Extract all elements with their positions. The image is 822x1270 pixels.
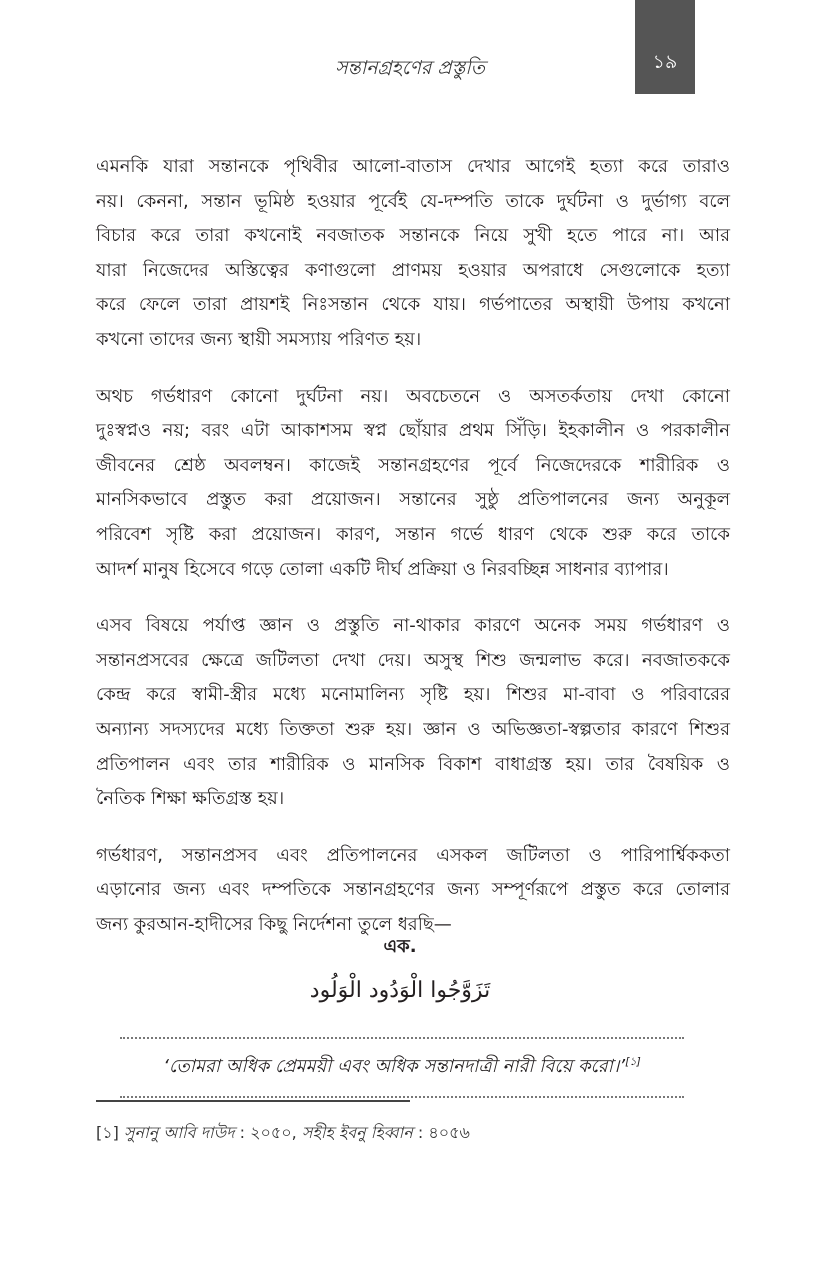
text-line: মানসিকভাবে প্রস্তুত করা প্রয়োজন। সন্তানের সুষ্ঠু প্রতিপালনের জন্য অনুকূল <box>96 489 730 511</box>
footnote-marker: [১] <box>96 1123 119 1142</box>
text-line: এসব বিষয়ে পর্যাপ্ত জ্ঞান ও প্রস্তুতি না-থাকার কারণে অনেক সময় গর্ভধারণ ও <box>96 615 730 637</box>
footnote-ref-2: : ৪০৫৬ <box>412 1123 470 1142</box>
paragraph <box>96 150 730 358</box>
text-line: অথচ গর্ভধারণ কোনো দুর্ঘটনা নয়। অবচেতনে ও অসতর্কতায় দেখা কোনো <box>96 385 730 407</box>
footnote <box>96 1120 470 1147</box>
text-line: গর্ভধারণ, সন্তানপ্রসব এবং প্রতিপালনের এসকল জটিলতা ও পারিপার্শ্বিককতা <box>96 844 730 866</box>
text-line: আদর্শ মানুষ হিসেবে গড়ে তোলা একটি দীর্ঘ প্রক্রিয়া ও নিরবচ্ছিন্ন সাধনার ব্যাপার। <box>96 558 669 580</box>
footnote-rule <box>96 1100 410 1102</box>
dotted-divider-top <box>120 1037 684 1039</box>
text-line: প্রতিপালন এবং তার শারীরিক ও মানসিক বিকাশ বাধাগ্রস্ত হয়। তার বৈষয়িক ও <box>96 753 730 775</box>
text-line: দুঃস্বপ্নও নয়; বরং এটা আকাশসম স্বপ্ন ছোঁয়ার প্রথম সিঁড়ি। ইহকালীন ও পরকালীন <box>96 420 730 442</box>
text-line: জীবনের শ্রেষ্ঠ অবলম্বন। কাজেই সন্তানগ্রহণের পূর্বে নিজেদেরকে শারীরিক ও <box>96 454 730 476</box>
paragraph <box>96 380 730 588</box>
text-line: যারা নিজেদের অস্তিত্বের কণাগুলো প্রাণময় হওয়ার অপরাধে সেগুলোকে হত্যা <box>96 259 730 281</box>
section-heading: এক. <box>383 936 417 957</box>
text-line: বিচার করে তারা কখনোই নবজাতক সন্তানকে নিয়ে সুখী হতে পারে না। আর <box>96 225 730 247</box>
paragraph <box>96 609 730 817</box>
text-line: নৈতিক শিক্ষা ক্ষতিগ্রস্ত হয়। <box>96 788 285 810</box>
footnote-ref-1: : ২০৫০, <box>234 1123 302 1142</box>
paragraph <box>96 839 730 943</box>
text-line: এমনকি যারা সন্তানকে পৃথিবীর আলো-বাতাস দেখার আগেই হত্যা করে তারাও <box>96 156 730 177</box>
translation-text: ‘তোমরা অধিক প্রেমময়ী এবং অধিক সন্তানদাত্রী নারী বিয়ে করো।’ <box>163 1056 626 1077</box>
hadith-translation <box>120 1052 684 1083</box>
running-header-title: সন্তানগ্রহণের প্রস্তুতি <box>335 57 485 79</box>
text-line: অন্যান্য সদস্যদের মধ্যে তিক্ততা শুরু হয়। জ্ঞান ও অভিজ্ঞতা-স্বল্পতার কারণে শিশুর <box>96 718 730 740</box>
footnote-reference[interactable]: [১] <box>625 1055 641 1068</box>
text-line: এড়ানোর জন্য এবং দম্পতিকে সন্তানগ্রহণের জন্য সম্পূর্ণরূপে প্রস্তুত করে তোলার <box>96 879 730 901</box>
text-line: কখনো তাদের জন্য স্থায়ী সমস্যায় পরিণত হয়। <box>96 328 422 350</box>
body-text <box>96 150 730 964</box>
text-line: নয়। কেননা, সন্তান ভূমিষ্ঠ হওয়ার পূর্বেই যে-দম্পতি তাকে দুর্ঘটনা ও দুর্ভাগ্য বলে <box>96 190 730 212</box>
footnote-source-1: সুনানু আবি দাউদ <box>123 1123 235 1142</box>
page-number: ১৯ <box>652 51 678 73</box>
arabic-hadith-text: تَزَوَّجُوا الْوَدُود الْوَلُود <box>309 978 491 1003</box>
footnote-source-2: সহীহ ইবনু হিব্বান <box>301 1123 413 1142</box>
text-line: সন্তানপ্রসবের ক্ষেত্রে জটিলতা দেখা দেয়। অসুস্থ শিশু জন্মলাভ করে। নবজাতককে <box>96 649 730 671</box>
page-number-box <box>635 0 695 94</box>
text-line: করে ফেলে তারা প্রায়শই নিঃসন্তান থেকে যায়। গর্ভপাতের অস্থায়ী উপায় কখনো <box>96 294 730 316</box>
text-line: জন্য কুরআন-হাদীসের কিছু নির্দেশনা তুলে ধরছি— <box>96 913 452 935</box>
text-line: পরিবেশ সৃষ্টি করা প্রয়োজন। কারণ, সন্তান গর্ভে ধারণ থেকে শুরু করে তাকে <box>96 523 730 545</box>
text-line: কেন্দ্র করে স্বামী-স্ত্রীর মধ্যে মনোমালিন্য সৃষ্টি হয়। শিশুর মা-বাবা ও পরিবারের <box>96 684 730 706</box>
dotted-divider-bottom <box>120 1096 684 1098</box>
